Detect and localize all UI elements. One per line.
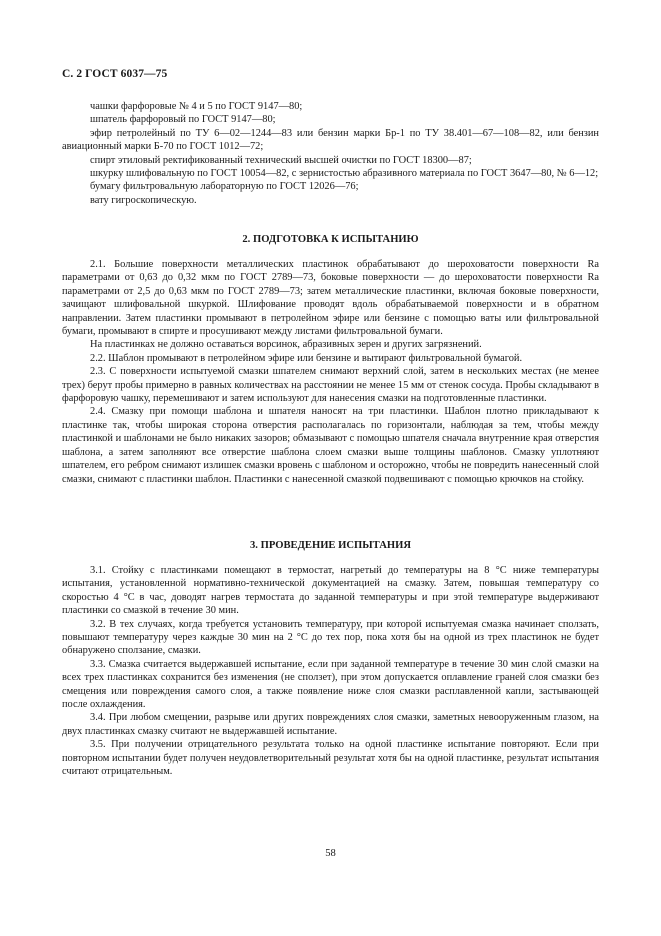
paragraph-2-4: 2.4. Смазку при помощи шаблона и шпателя наносят на три пластинки. Шаблон плотно прикладывают к пластинке так, чтобы широкая сторона отверстия располагалась по горизонтали, наблюдая за тем, чтобы между пластинкой и шаблонами не было никаких зазоров; обмазывают с помощью шпателя сначала внутренние края отверстия шаблона, а затем заполняют все отверстие шаблона слоем смазки выше толщины шаблонов. Смазку уплотняют шпателем, его ребром снимают излишек смазки вровень с шаблоном и осторожно, чтобы не повредить нанесенный слой смазки, снимают с пластинки шаблон. Пластинки с нанесенной смазкой подвешивают с помощью крючков на стойку. — [62, 406, 599, 485]
paragraph-3-2: 3.2. В тех случаях, когда требуется установить температуру, при которой испытуемая смазка начинает сползать, повышают температуру через каждые 30 мин на 2 °С до тех пор, пока хотя бы на одной из трех пластинок не будет обнаружено сползание, смазки. — [62, 618, 599, 657]
page-number: 58 — [325, 848, 336, 859]
section-2-title: 2. ПОДГОТОВКА К ИСПЫТАНИЮ — [242, 234, 419, 245]
paragraph-2-1-note: На пластинках не должно оставаться ворсинок, абразивных зерен и других загрязнений. — [90, 339, 482, 351]
page-header: С. 2 ГОСТ 6037—75 — [62, 68, 168, 80]
material-item: шпатель фарфоровый по ГОСТ 9147—80; — [90, 114, 276, 126]
paragraph-2-3: 2.3. С поверхности испытуемой смазки шпателем снимают верхний слой, затем в нескольких местах (не менее трех) берут пробы примерно в равных количествах на расстоянии не менее 15 мм от стенок сосуда. Пробы складывают в фарфоровую чашку, перемешивают и затем используют для нанесения смазки на подготовленные пластинки. — [62, 366, 599, 405]
paragraph-3-5: 3.5. При получении отрицательного результата только на одной пластинке испытание повторяют. Если при повторном испытании будет получен неудовлетворительный результат хотя бы на одной пластинке, результат испытания считают отрицательным. — [62, 739, 599, 778]
paragraph-3-4: 3.4. При любом смещении, разрыве или других повреждениях слоя смазки, заметных невооруженным глазом, на двух пластинках смазку считают не выдержавшей испытание. — [62, 712, 599, 737]
materials-list — [62, 100, 599, 207]
paragraph-3-1: 3.1. Стойку с пластинками помещают в термостат, нагретый до температуры на 8 °С ниже температуры испытания, установленной нормативно-технической документацией на смазку. Затем, повышая температуру со скоростью 4 °С в час, доводят нагрев термостата до заданной температуры и при этой температуре выдерживают пластинки со смазкой в течение 30 мин. — [62, 565, 599, 617]
section-3-title: 3. ПРОВЕДЕНИЕ ИСПЫТАНИЯ — [249, 540, 412, 551]
material-item: спирт этиловый ректификованный технический высшей очистки по ГОСТ 18300—87; — [90, 154, 472, 166]
paragraph-2-1: 2.1. Большие поверхности металлических пластинок обрабатывают до шероховатости поверхности Ra параметрами от 0,63 до 0,32 мкм по ГОСТ 2789—73, боковые поверхности — до шероховатости поверхности Ra параметрами от 2,5 до 0,63 мкм по ГОСТ 2789—73; затем металлические пластинки, включая боковые поверхности, зачищают шлифовальной шкуркой. Шлифование проводят вдоль обрабатываемой поверхности и в обратном направлении. Затем пластинки промывают в петролейном эфире или бензине с помощью ваты или фильтровальной бумаги, промывают в спирте и просушивают между листами фильтровальной бумаги. — [62, 259, 599, 338]
material-item: вату гигроскопическую. — [90, 194, 197, 206]
paragraph-2-2: 2.2. Шаблон промывают в петролейном эфире или бензине и вытирают фильтровальной бумагой. — [90, 352, 523, 364]
material-item: бумагу фильтровальную лабораторную по ГОСТ 12026—76; — [90, 181, 359, 193]
material-item: эфир петролейный по ТУ 6—02—1244—83 или бензин марки Бр-1 по ТУ 38.401—67—108—82, или бензин авиационный марки Б-70 по ГОСТ 1012—72; — [62, 127, 599, 153]
material-item: шкурку шлифовальную по ГОСТ 10054—82, с зернистостью абразивного материала по ГОСТ 3647—80, № 6—12; — [90, 168, 599, 180]
section-2-body — [62, 258, 599, 486]
paragraph-3-3: 3.3. Смазка считается выдержавшей испытание, если при заданной температуре в течение 30 мин слой смазки на всех трех пластинках сохранится без изменения (не сползет), при этом допускается оплавление граней слоя смазки без смещения или повреждения самого слоя, а также появление ниже слоя смазки расплавленной капли, застывающей после охлаждения. — [62, 658, 599, 711]
section-3-body — [62, 564, 599, 779]
material-item: чашки фарфоровые № 4 и 5 по ГОСТ 9147—80; — [90, 101, 303, 112]
